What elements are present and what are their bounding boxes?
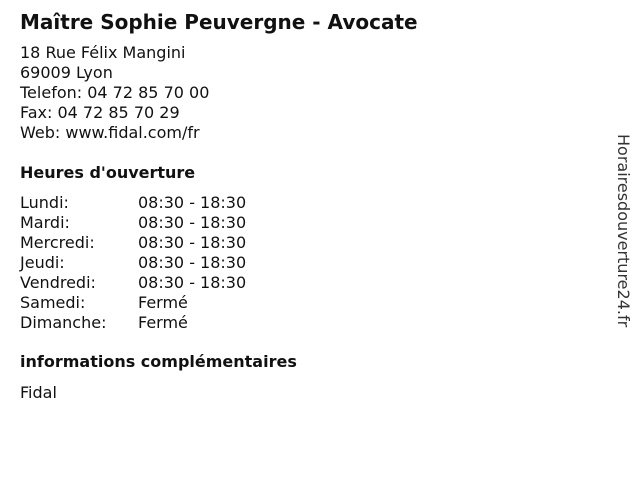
hours-row-tuesday	[20, 213, 580, 233]
hours-row-thursday	[20, 253, 580, 273]
day-label: Dimanche:	[20, 313, 107, 332]
time-value: 08:30 - 18:30	[138, 193, 247, 212]
opening-hours-list	[20, 193, 580, 333]
brand-text: Horairesdouverture24.fr	[614, 134, 633, 328]
website: Web: www.fidal.com/fr	[20, 123, 200, 142]
fax-number: Fax: 04 72 85 70 29	[20, 103, 180, 122]
info-text: Fidal	[20, 383, 57, 402]
city-postal: 69009 Lyon	[20, 63, 113, 82]
hours-row-friday	[20, 273, 580, 293]
time-value: 08:30 - 18:30	[138, 233, 247, 252]
time-value: 08:30 - 18:30	[138, 273, 247, 292]
time-value: 08:30 - 18:30	[138, 213, 247, 232]
hours-row-sunday	[20, 313, 580, 333]
street-address: 18 Rue Félix Mangini	[20, 43, 186, 62]
hours-heading: Heures d'ouverture	[20, 163, 196, 182]
day-label: Mercredi:	[20, 233, 95, 252]
day-label: Lundi:	[20, 193, 69, 212]
page-title: Maître Sophie Peuvergne - Avocate	[20, 10, 418, 34]
hours-row-wednesday	[20, 233, 580, 253]
info-heading: informations complémentaires	[20, 352, 297, 371]
hours-row-monday	[20, 193, 580, 213]
time-value: Fermé	[138, 313, 188, 332]
hours-row-saturday	[20, 293, 580, 313]
phone-number: Telefon: 04 72 85 70 00	[20, 83, 210, 102]
time-value: Fermé	[138, 293, 188, 312]
address-block	[20, 43, 580, 143]
day-label: Samedi:	[20, 293, 86, 312]
business-card	[20, 10, 580, 403]
day-label: Vendredi:	[20, 273, 96, 292]
time-value: 08:30 - 18:30	[138, 253, 247, 272]
brand-watermark	[612, 134, 636, 374]
day-label: Jeudi:	[20, 253, 65, 272]
day-label: Mardi:	[20, 213, 70, 232]
